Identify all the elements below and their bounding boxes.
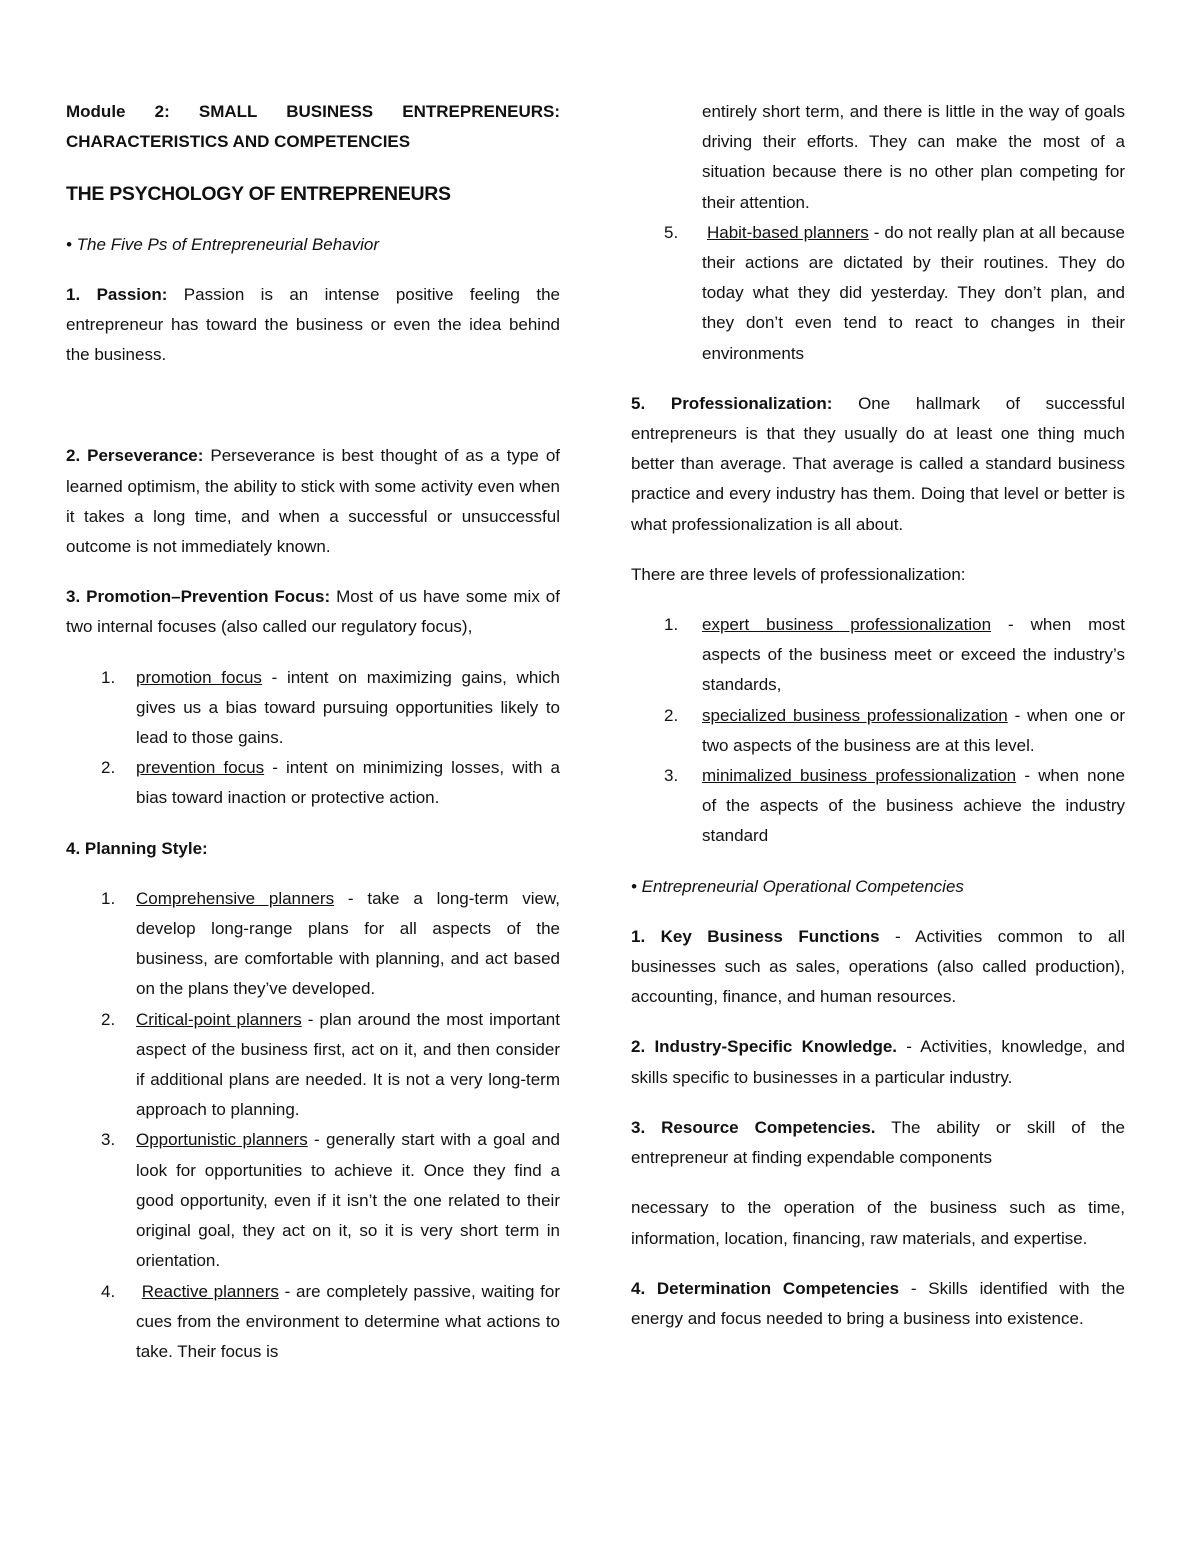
professionalization-paragraph	[631, 389, 1125, 540]
perseverance-text: Perseverance is best thought of as a type of learned optimism, the ability to stick with some activity even when it takes a long time, and when a successful or unsuccessful outcome is not immediately known.	[66, 446, 560, 557]
promotion-label: 3. Promotion–Prevention Focus:	[66, 587, 331, 607]
list-number: 2.	[101, 1009, 116, 1029]
resource-text: The ability or skill of the entrepreneur at finding expendable components	[631, 1117, 1126, 1168]
list-number: 3.	[664, 766, 679, 786]
list-item	[66, 1125, 560, 1276]
planning-paragraph	[66, 834, 560, 864]
determination-label: 4. Determination Competencies	[631, 1278, 900, 1298]
planning-list	[66, 884, 560, 1367]
list-number: 2.	[101, 758, 116, 778]
module-title-line-1: Module 2: SMALL BUSINESS ENTREPRENEURS:	[66, 102, 560, 121]
promotion-paragraph	[66, 582, 560, 642]
list-number: 3.	[101, 1130, 116, 1150]
list-term: promotion focus	[136, 667, 262, 687]
list-text: - when most aspects of the business meet or exceed the industry’s standards,	[702, 615, 1125, 695]
list-item	[66, 753, 560, 813]
list-item	[66, 884, 560, 1005]
list-text: - when one or two aspects of the business are at this level.	[702, 705, 1125, 755]
module-title-line-2: CHARACTERISTICS AND COMPETENCIES	[66, 132, 411, 152]
list-item	[66, 663, 560, 754]
list-item	[631, 701, 1125, 761]
list-term: specialized business professionalization	[702, 705, 1008, 725]
list-term: Reactive planners	[141, 1281, 279, 1301]
list-term: Comprehensive planners	[136, 888, 335, 908]
determination-text: - Skills identified with the energy and focus needed to bring a business into existence.	[631, 1278, 1125, 1328]
list-item	[631, 610, 1125, 701]
left-column	[66, 97, 560, 1367]
list-text: - when none of the aspects of the business achieve the industry standard	[702, 766, 1125, 846]
passion-label: 1. Passion:	[66, 284, 168, 304]
resource-label: 3. Resource Competencies.	[631, 1117, 876, 1137]
list-number: 1.	[664, 615, 679, 635]
list-item	[66, 1005, 560, 1126]
resource-continuation: necessary to the operation of the business such as time, information, location, financing, raw materials, and expertise.	[631, 1198, 1125, 1248]
list-text: - intent on minimizing losses, with a bias toward inaction or protective action.	[136, 758, 560, 808]
list-number: 2.	[664, 705, 679, 725]
list-item	[66, 1277, 560, 1368]
five-ps-subheading: • The Five Ps of Entrepreneurial Behavior	[66, 234, 380, 254]
right-column	[631, 97, 1125, 1334]
list-term: minimalized business professionalization	[702, 766, 1017, 786]
industry-knowledge-paragraph	[631, 1032, 1125, 1092]
list-number: 4.	[101, 1281, 116, 1301]
key-functions-paragraph	[631, 922, 1125, 1013]
list-item	[631, 218, 1125, 369]
list-text: - do not really plan at all because their actions are dictated by their routines. They do today what they did yesterday. They don’t plan, and they don’t even tend to react to changes in their environments	[702, 222, 1125, 363]
list-text: - take a long-term view, develop long-range plans for all aspects of the business, are comfortable with planning, and act based on the plans they’ve developed.	[136, 888, 560, 999]
key-functions-label: 1. Key Business Functions	[631, 926, 880, 946]
professionalization-text: One hallmark of successful entrepreneurs is that they usually do at least one thing much better than average. That average is called a standard business practice and every industry has them. Doing that level or better is what professionalization is all about.	[631, 393, 1125, 534]
industry-knowledge-label: 2. Industry-Specific Knowledge.	[631, 1037, 898, 1057]
section-heading: THE PSYCHOLOGY OF ENTREPRENEURS	[66, 183, 451, 206]
focus-list	[66, 663, 560, 814]
resource-paragraph	[631, 1113, 1125, 1173]
list-number: 1.	[101, 667, 116, 687]
list-number: 1.	[101, 888, 116, 908]
industry-knowledge-text: - Activities, knowledge, and skills specific to businesses in a particular industry.	[631, 1037, 1125, 1087]
key-functions-text: - Activities common to all businesses such as sales, operations (also called production), accounting, finance, and human resources.	[631, 926, 1125, 1007]
planning-label: 4. Planning Style:	[66, 838, 208, 858]
operational-subheading: • Entrepreneurial Operational Competencies	[631, 876, 964, 896]
passion-text: Passion is an intense positive feeling the entrepreneur has toward the business or even the idea behind the business.	[66, 284, 560, 365]
list-text: - are completely passive, waiting for cues from the environment to determine what actions to take. Their focus is	[136, 1281, 560, 1361]
planning-list-continued	[631, 218, 1125, 369]
reactive-continuation: entirely short term, and there is little in the way of goals driving their efforts. They can make the most of a situation because there is no other plan competing for their attention.	[702, 102, 1125, 212]
levels-intro: There are three levels of professionalization:	[631, 564, 966, 584]
passion-paragraph	[66, 280, 560, 371]
list-term: expert business professionalization	[702, 615, 992, 635]
list-term: prevention focus	[136, 758, 265, 778]
list-text: - intent on maximizing gains, which gives us a bias toward pursuing opportunities likely to lead to those gains.	[136, 667, 561, 748]
perseverance-label: 2. Perseverance:	[66, 446, 204, 466]
list-number: 5.	[664, 222, 679, 242]
list-term: Opportunistic planners	[136, 1130, 308, 1150]
determination-paragraph	[631, 1274, 1125, 1334]
list-text: - generally start with a goal and look for opportunities to achieve it. Once they find a good opportunity, even if it isn’t the one related to their original goal, they act on it, so it is very short term in orientation.	[136, 1130, 561, 1271]
list-text: - plan around the most important aspect of the business first, act on it, and then consider if additional plans are needed. It is not a very long-term approach to planning.	[136, 1009, 560, 1120]
list-term: Habit-based planners	[706, 222, 869, 242]
perseverance-paragraph	[66, 441, 560, 562]
list-term: Critical-point planners	[136, 1009, 302, 1029]
list-item	[631, 761, 1125, 852]
levels-list	[631, 610, 1125, 852]
promotion-text: Most of us have some mix of two internal focuses (also called our regulatory focus),	[66, 587, 560, 637]
professionalization-label: 5. Professionalization:	[631, 393, 833, 413]
